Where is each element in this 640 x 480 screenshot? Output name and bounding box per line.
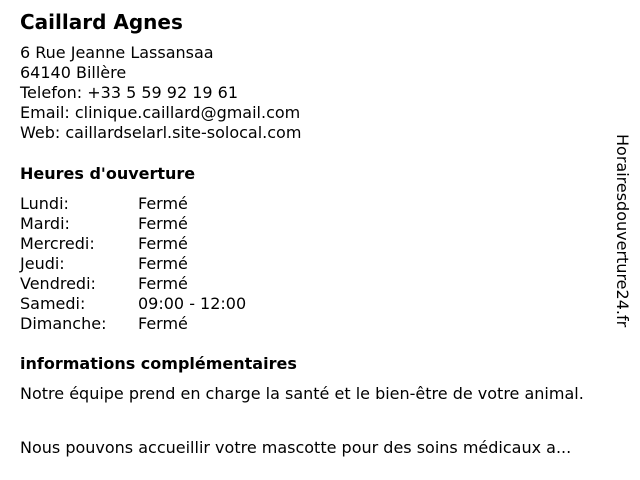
site-watermark: Horairesdouverture24.fr [613, 134, 632, 328]
info-paragraph-2: Nous pouvons accueillir votre mascotte pour des soins médicaux a... [20, 438, 572, 457]
address-line-2: 64140 Billère [20, 63, 127, 82]
day-hours: Fermé [138, 274, 188, 293]
day-label: Lundi: [20, 194, 69, 213]
email-line: Email: clinique.caillard@gmail.com [20, 103, 301, 122]
opening-hours-table [20, 194, 246, 334]
day-label: Jeudi: [20, 254, 65, 273]
day-label: Samedi: [20, 294, 86, 313]
day-hours: Fermé [138, 194, 188, 213]
phone-line: Telefon: +33 5 59 92 19 61 [20, 83, 239, 102]
additional-info-heading: informations complémentaires [20, 354, 297, 373]
contact-block [20, 43, 301, 143]
hours-row-saturday [20, 294, 246, 314]
day-label: Mardi: [20, 214, 70, 233]
day-hours: Fermé [138, 254, 188, 273]
day-label: Mercredi: [20, 234, 95, 253]
day-hours: Fermé [138, 234, 188, 253]
address-line-1: 6 Rue Jeanne Lassansaa [20, 43, 214, 62]
hours-row-monday [20, 194, 246, 214]
info-paragraph-1: Notre équipe prend en charge la santé et le bien-être de votre animal. [20, 384, 584, 403]
day-hours: 09:00 - 12:00 [138, 294, 247, 313]
hours-row-sunday [20, 314, 246, 334]
day-hours: Fermé [138, 214, 188, 233]
hours-row-thursday [20, 254, 246, 274]
opening-hours-heading: Heures d'ouverture [20, 164, 196, 183]
web-line: Web: caillardselarl.site-solocal.com [20, 123, 302, 142]
hours-row-friday [20, 274, 246, 294]
day-label: Dimanche: [20, 314, 107, 333]
business-name: Caillard Agnes [20, 10, 183, 34]
day-hours: Fermé [138, 314, 188, 333]
hours-row-wednesday [20, 234, 246, 254]
hours-row-tuesday [20, 214, 246, 234]
day-label: Vendredi: [20, 274, 96, 293]
